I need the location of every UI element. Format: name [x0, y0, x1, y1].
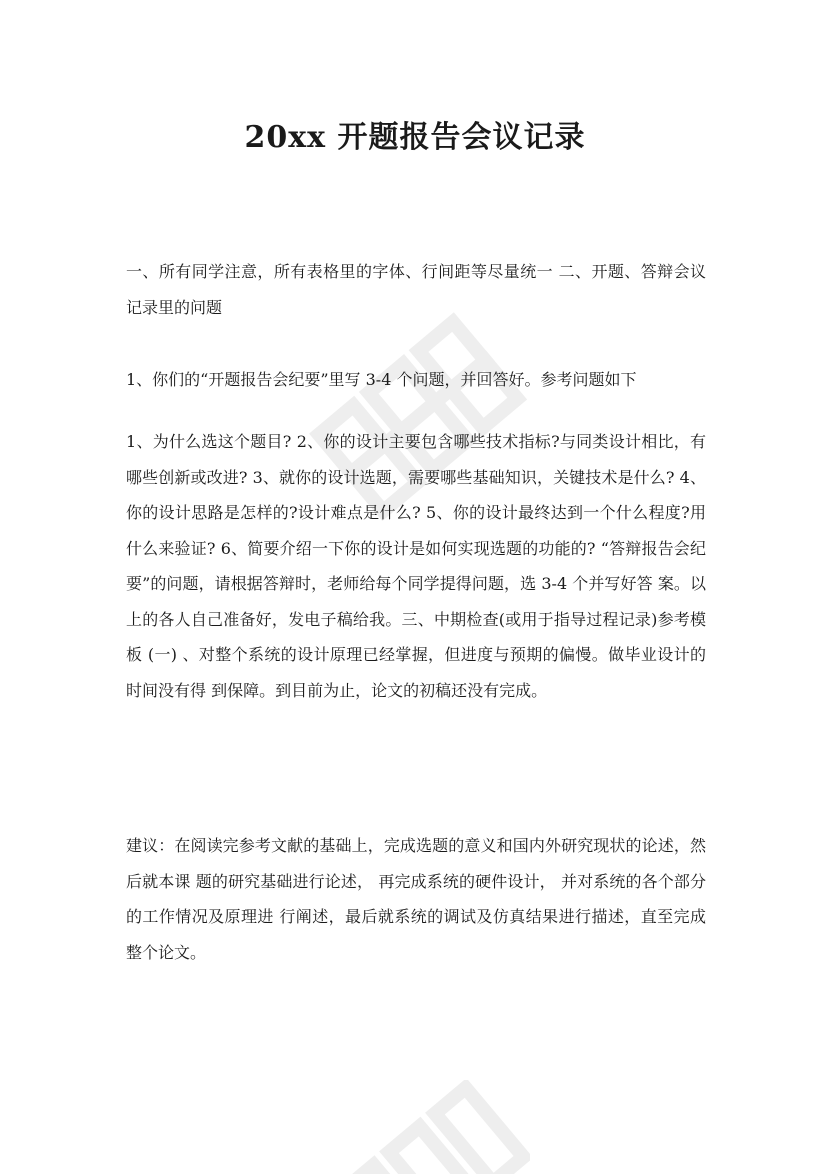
paragraph-notice: 一、所有同学注意，所有表格里的字体、行间距等尽量统一 二、开题、答辩会议记录里的问题: [126, 262, 706, 317]
paragraph-suggestion: 建议：在阅读完参考文献的基础上，完成选题的意义和国内外研究现状的论述，然后就本课 题的研究基础进行论述， 再完成系统的硬件设计， 并对系统的各个部分的工作情况及原理进 行阐述，最后就系统的调试及仿真结果进行描述，直至完成整个论文。: [126, 836, 706, 962]
page-title: 20xx 开题报告会议记录: [244, 120, 586, 155]
paragraph-questions: 1、为什么选这个题目? 2、你的设计主要包含哪些技术指标?与同类设计相比，有哪些创新或改进? 3、就你的设计选题，需要哪些基础知识，关键技术是什么? 4、你的设计思路是怎样的?设计难点是什么? 5、你的设计最终达到一个什么程度?用什么来验证? 6、简要介绍一下你的设计是如何实现选题的功能的? “答辩报告会纪要”的问题，请根据答辩时，老师给每个同学提得问题，选 3-4 个并写好答 案。以上的各人自己准备好，发电子稿给我。三、中期检查(或用于指导过程记录)参考模板 (一) 、对整个系统的设计原理已经掌握，但进度与预期的偏慢。做毕业设计的时间没有得 到保障。到目前为止，论文的初稿还没有完成。: [126, 432, 706, 700]
paragraph-opening-report-intro: 1、你们的“开题报告会纪要”里写 3-4 个问题，并回答好。参考问题如下: [126, 370, 637, 389]
watermark-stamp: [330, 1080, 530, 1174]
